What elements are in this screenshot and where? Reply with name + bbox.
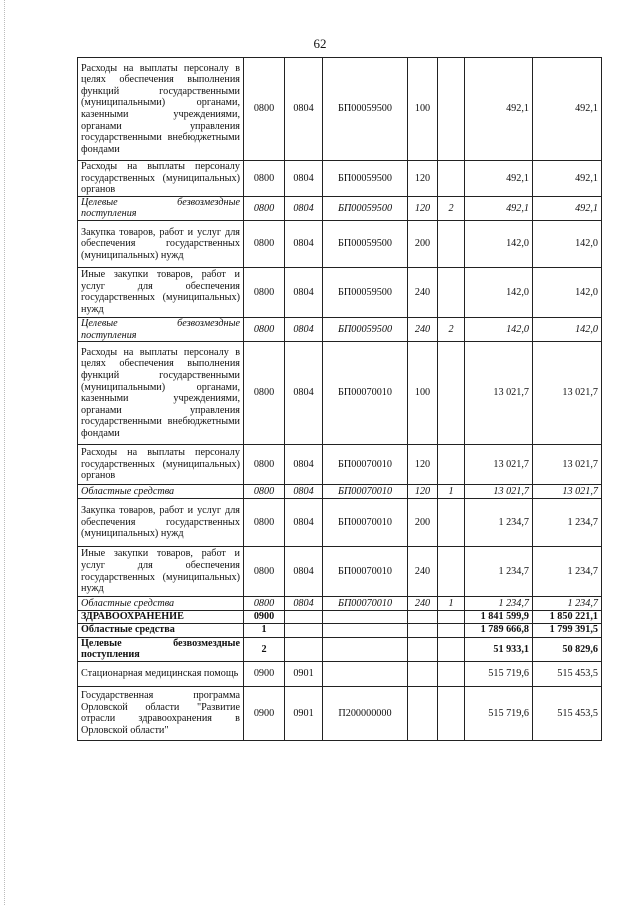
cell-prz: 0901 (285, 686, 323, 740)
cell-rz: 0800 (244, 547, 285, 597)
cell-v2: 515 453,5 (533, 661, 602, 686)
cell-src (438, 267, 465, 317)
cell-v2: 492,1 (533, 196, 602, 220)
cell-vr: 240 (408, 317, 438, 341)
cell-csr (323, 623, 408, 637)
cell-src (438, 161, 465, 197)
cell-vr: 240 (408, 267, 438, 317)
cell-v2: 1 234,7 (533, 597, 602, 611)
cell-rz: 0800 (244, 161, 285, 197)
table-row (78, 547, 602, 597)
cell-prz: 0804 (285, 161, 323, 197)
cell-vr: 120 (408, 161, 438, 197)
cell-rz: 0900 (244, 661, 285, 686)
cell-prz: 0804 (285, 196, 323, 220)
table-row (78, 220, 602, 267)
cell-rz: 0800 (244, 499, 285, 547)
cell-csr: БП00059500 (323, 220, 408, 267)
cell-v1: 51 933,1 (465, 637, 533, 661)
table-row (78, 58, 602, 161)
cell-v2: 13 021,7 (533, 342, 602, 445)
cell-name: Расходы на выплаты персоналу государственных (муниципальных) органов (78, 445, 244, 485)
cell-name: Целевые безвозмездные поступления (78, 317, 244, 341)
cell-v2: 142,0 (533, 317, 602, 341)
cell-src (438, 623, 465, 637)
cell-src (438, 661, 465, 686)
cell-v1: 492,1 (465, 161, 533, 197)
cell-src: 2 (438, 196, 465, 220)
cell-name: ЗДРАВООХРАНЕНИЕ (78, 611, 244, 624)
table-row (78, 611, 602, 624)
cell-v1: 492,1 (465, 58, 533, 161)
cell-name: Целевые безвозмездные поступления (78, 637, 244, 661)
cell-prz: 0804 (285, 547, 323, 597)
cell-rz: 0800 (244, 196, 285, 220)
cell-src (438, 220, 465, 267)
cell-csr: БП00059500 (323, 161, 408, 197)
cell-v1: 515 719,6 (465, 686, 533, 740)
table-row (78, 161, 602, 197)
cell-v1: 492,1 (465, 196, 533, 220)
cell-rz: 0800 (244, 267, 285, 317)
cell-v1: 13 021,7 (465, 485, 533, 499)
cell-vr: 120 (408, 485, 438, 499)
cell-prz: 0804 (285, 220, 323, 267)
budget-table (77, 57, 602, 741)
cell-name: Областные средства (78, 597, 244, 611)
cell-vr: 120 (408, 196, 438, 220)
cell-src (438, 58, 465, 161)
cell-v1: 142,0 (465, 267, 533, 317)
cell-csr: БП00070010 (323, 485, 408, 499)
cell-prz: 0804 (285, 499, 323, 547)
page-edge-rule (4, 0, 5, 905)
table-row (78, 623, 602, 637)
cell-prz: 0804 (285, 342, 323, 445)
cell-name: Расходы на выплаты персоналу в целях обеспечения выполнения функций государственными (муниципальными) органами, казенными учреждениями, органами управления государственными внебюджетными фондами (78, 342, 244, 445)
cell-v2: 1 850 221,1 (533, 611, 602, 624)
table-row (78, 445, 602, 485)
cell-rz: 0800 (244, 485, 285, 499)
table-row (78, 485, 602, 499)
cell-v1: 142,0 (465, 220, 533, 267)
cell-csr: БП00059500 (323, 267, 408, 317)
cell-vr: 100 (408, 58, 438, 161)
cell-rz: 2 (244, 637, 285, 661)
cell-v2: 142,0 (533, 220, 602, 267)
cell-csr: БП00070010 (323, 547, 408, 597)
cell-name: Закупка товаров, работ и услуг для обеспечения государственных (муниципальных) нужд (78, 499, 244, 547)
cell-vr (408, 686, 438, 740)
cell-vr (408, 611, 438, 624)
cell-v1: 1 841 599,9 (465, 611, 533, 624)
table-row (78, 196, 602, 220)
cell-src: 1 (438, 597, 465, 611)
cell-csr (323, 637, 408, 661)
cell-vr: 240 (408, 547, 438, 597)
cell-src (438, 611, 465, 624)
cell-name: Целевые безвозмездные поступления (78, 196, 244, 220)
table-row (78, 317, 602, 341)
cell-prz: 0804 (285, 267, 323, 317)
cell-v1: 1 234,7 (465, 597, 533, 611)
cell-prz: 0804 (285, 445, 323, 485)
cell-name: Иные закупки товаров, работ и услуг для обеспечения государственных (муниципальных) нужд (78, 267, 244, 317)
cell-prz: 0804 (285, 485, 323, 499)
cell-src: 2 (438, 317, 465, 341)
cell-name: Закупка товаров, работ и услуг для обеспечения государственных (муниципальных) нужд (78, 220, 244, 267)
cell-v2: 515 453,5 (533, 686, 602, 740)
cell-name: Расходы на выплаты персоналу в целях обеспечения выполнения функций государственными (муниципальными) органами, казенными учреждениями, органами управления государственными внебюджетными фондами (78, 58, 244, 161)
cell-csr: БП00070010 (323, 597, 408, 611)
cell-rz: 0800 (244, 220, 285, 267)
cell-rz: 0900 (244, 686, 285, 740)
cell-rz: 1 (244, 623, 285, 637)
cell-name: Расходы на выплаты персоналу государственных (муниципальных) органов (78, 161, 244, 197)
cell-src (438, 499, 465, 547)
cell-v2: 142,0 (533, 267, 602, 317)
page-number: 62 (313, 36, 327, 51)
cell-vr: 100 (408, 342, 438, 445)
cell-name: Иные закупки товаров, работ и услуг для обеспечения государственных (муниципальных) нужд (78, 547, 244, 597)
cell-prz: 0804 (285, 317, 323, 341)
cell-v2: 492,1 (533, 58, 602, 161)
table-row (78, 267, 602, 317)
table-row (78, 686, 602, 740)
cell-csr (323, 611, 408, 624)
cell-v2: 492,1 (533, 161, 602, 197)
cell-name: Областные средства (78, 623, 244, 637)
cell-v2: 1 234,7 (533, 547, 602, 597)
cell-src (438, 342, 465, 445)
cell-v1: 515 719,6 (465, 661, 533, 686)
cell-v2: 13 021,7 (533, 485, 602, 499)
cell-v2: 13 021,7 (533, 445, 602, 485)
table-row (78, 661, 602, 686)
cell-name: Стационарная медицинская помощь (78, 661, 244, 686)
cell-rz: 0800 (244, 342, 285, 445)
cell-csr (323, 661, 408, 686)
cell-v1: 13 021,7 (465, 445, 533, 485)
cell-vr (408, 623, 438, 637)
cell-csr: БП00059500 (323, 317, 408, 341)
table-row (78, 597, 602, 611)
cell-vr: 120 (408, 445, 438, 485)
cell-v1: 13 021,7 (465, 342, 533, 445)
cell-vr: 200 (408, 499, 438, 547)
cell-vr: 200 (408, 220, 438, 267)
table-row (78, 342, 602, 445)
cell-csr: П200000000 (323, 686, 408, 740)
cell-v2: 1 234,7 (533, 499, 602, 547)
cell-src (438, 637, 465, 661)
cell-rz: 0800 (244, 58, 285, 161)
cell-src (438, 445, 465, 485)
cell-vr (408, 637, 438, 661)
cell-rz: 0800 (244, 597, 285, 611)
cell-name: Областные средства (78, 485, 244, 499)
cell-csr: БП00059500 (323, 58, 408, 161)
cell-prz (285, 611, 323, 624)
cell-src: 1 (438, 485, 465, 499)
cell-prz: 0804 (285, 58, 323, 161)
cell-v2: 1 799 391,5 (533, 623, 602, 637)
cell-csr: БП00059500 (323, 196, 408, 220)
cell-prz: 0901 (285, 661, 323, 686)
cell-name: Государственная программа Орловской области "Развитие отрасли здравоохранения в Орловской области" (78, 686, 244, 740)
table-row (78, 637, 602, 661)
cell-rz: 0800 (244, 445, 285, 485)
cell-csr: БП00070010 (323, 342, 408, 445)
cell-csr: БП00070010 (323, 445, 408, 485)
cell-v1: 1 234,7 (465, 547, 533, 597)
cell-vr: 240 (408, 597, 438, 611)
cell-vr (408, 661, 438, 686)
cell-prz (285, 623, 323, 637)
cell-v2: 50 829,6 (533, 637, 602, 661)
cell-csr: БП00070010 (323, 499, 408, 547)
cell-v1: 1 789 666,8 (465, 623, 533, 637)
cell-v1: 1 234,7 (465, 499, 533, 547)
cell-v1: 142,0 (465, 317, 533, 341)
table-row (78, 499, 602, 547)
cell-prz: 0804 (285, 597, 323, 611)
cell-prz (285, 637, 323, 661)
cell-src (438, 686, 465, 740)
cell-src (438, 547, 465, 597)
cell-rz: 0900 (244, 611, 285, 624)
cell-rz: 0800 (244, 317, 285, 341)
